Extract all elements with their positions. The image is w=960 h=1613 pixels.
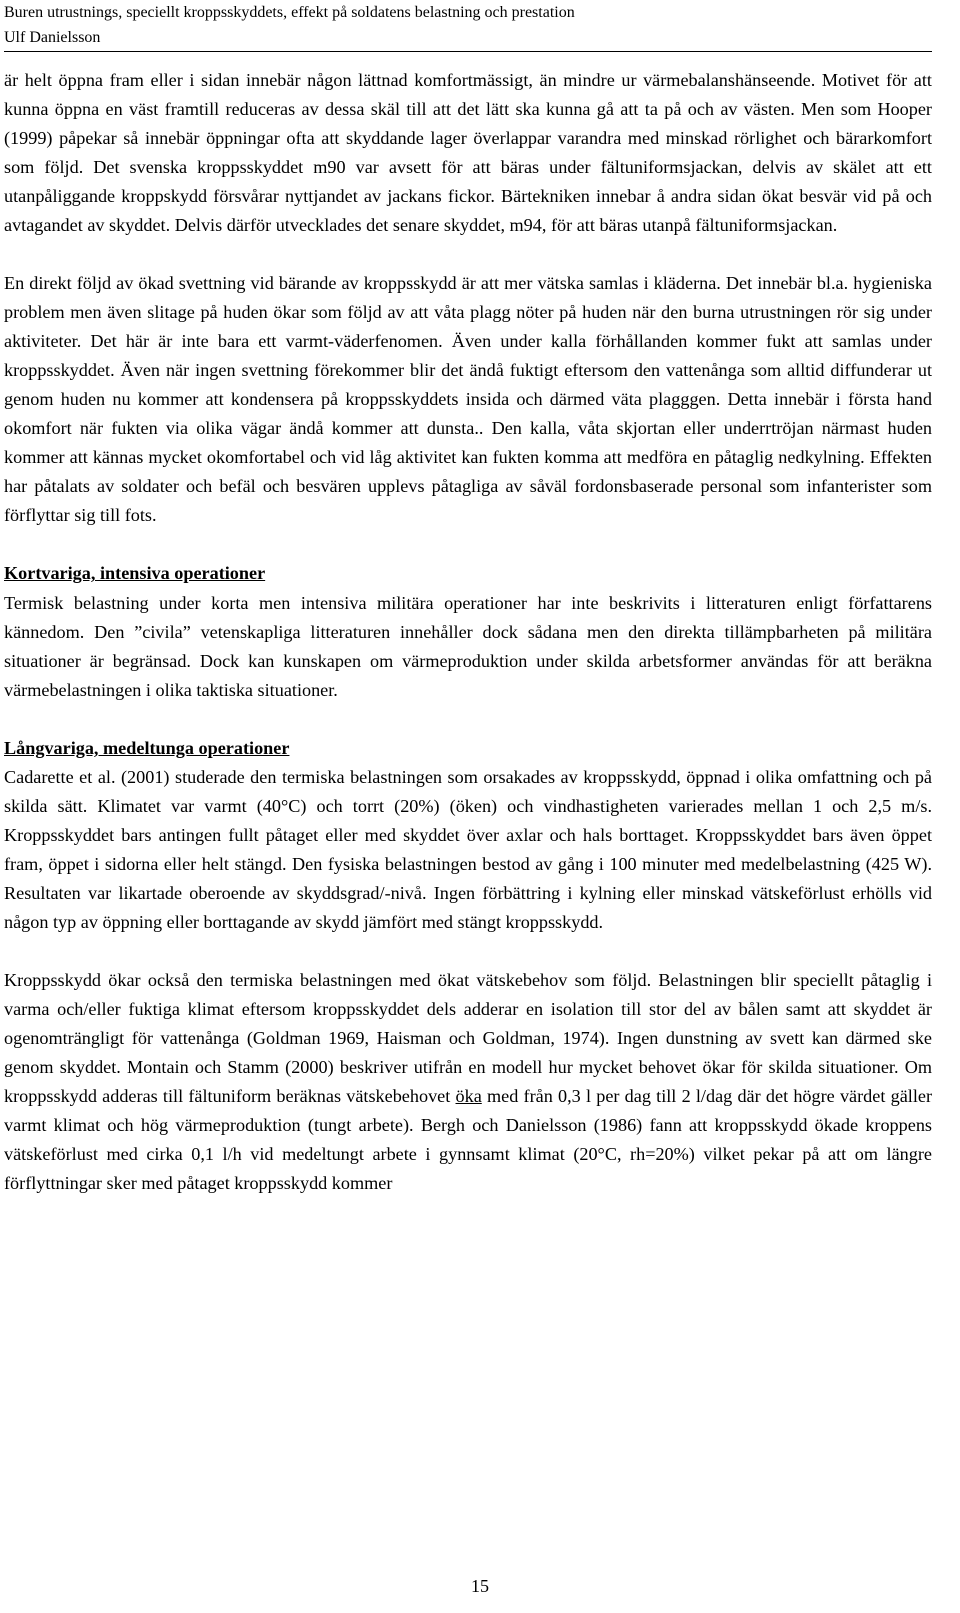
paragraph-spacer [4,705,932,734]
paragraph-3: Termisk belastning under korta men intensiva militära operationer har inte beskrivits i litteraturen enligt författarens kännedom. Den ”civila” vetenskapliga litteraturen innehåller dock sådana men den direkta tillämpbarheten på militära situationer är begränsad. Dock kan kunskapen om värmeproduktion under skilda arbetsformer användas för att beräkna värmebelastningen i olika taktiska situationer. [4,592,932,700]
paragraph-spacer [4,530,932,559]
paragraph-4: Cadarette et al. (2001) studerade den termiska belastningen som orsakades av kroppsskydd, öppnad i olika omfattning och på skilda sätt. Klimatet var varmt (40°C) och torrt (20%) (öken) och vindhastigheten varierades mellan 1 och 2,5 m/s. Kroppsskyddet bars antingen fullt påtaget eller med skyddet över axlar och hals borttaget. Kroppsskyddet bars även öppet fram, öppet i sidorna eller helt stängd. Den fysiska belastningen bestod av gång i 100 minuter med medelbelastning (425 W). Resultaten var likartade oberoende av skyddsgrad/-nivå. Ingen förbättring i kylning eller minskad vätskeförlust erhölls vid någon typ av öppning eller borttagande av skydd jämfört med stängt kroppsskydd. [4,766,932,933]
paragraph-5-text-end: med från 0,3 l per dag till 2 l/dag där det högre värdet gäller varmt klimat och hög värmeproduktion (tungt arbete). Bergh och Danielsson (1986) fann att kroppsskydd ökade kroppens vätskeförlust med cirka 0,1 l/h vid medeltungt arbete i gynnsamt klimat (20°C, rh=20%) vilket pekar på att om längre förflyttningar sker med påtaget kroppsskydd kommer [4,1085,933,1194]
section-heading-long-operations: Långvariga, medeltunga operationer [4,737,290,758]
underlined-word: öka [455,1085,482,1106]
paragraph-spacer [4,938,932,966]
document-page [4,0,932,1198]
paragraph-5-text-start: Kroppsskydd ökar också den termiska belastningen med ökat vätskebehov som följd. Belastningen blir speciellt påtaglig i varma och/eller fuktiga klimat eftersom kroppsskyddet dels adderar en isolation till stor del av bålen samt att skyddet är ogenomträngligt för vattenånga (Goldman 1969, Haisman och Goldman, 1974). Ingen dunstning av svett kan därmed ske genom skyddet. Montain och Stamm (2000) beskriver utifrån en modell hur mycket behovet ökar för skilda situationer. Om kroppsskydd adderas till fältuniform beräknas vätskebehovet [4,969,932,1106]
running-header [4,0,932,52]
body-content [4,66,932,1198]
header-title: Buren utrustnings, speciellt kroppsskyddets, effekt på soldatens belastning och prestation [4,4,575,21]
section-heading-short-operations: Kortvariga, intensiva operationer [4,563,266,584]
page-number: 15 [471,1576,489,1596]
header-divider [4,51,932,52]
header-author: Ulf Danielsson [4,29,101,46]
paragraph-spacer [4,241,932,269]
paragraph-5 [4,966,932,1199]
paragraph-1: är helt öppna fram eller i sidan innebär någon lättnad komfortmässigt, än mindre ur värmebalanshänseende. Motivet för att kunna öppna en väst framtill reduceras av dessa skäl till att det lätt ska kunna gå att ta på och av västen. Men som Hooper (1999) påpekar så innebär öppningar ofta att skyddande lager överlappar varandra med minskad rörlighet och bärarkomfort som följd. Det svenska kroppsskyddet m90 var avsett för att bäras under fältuniformsjackan, delvis av skälet att ett utanpåliggande kroppskydd försvårar nyttjandet av jackans fickor. Bärtekniken innebar å andra sidan ökat besvär vid på och avtagandet av skyddet. Delvis därför utvecklades det senare skyddet, m94, för att bäras utanpå fältuniformsjackan. [4,70,932,236]
paragraph-2: En direkt följd av ökad svettning vid bärande av kroppsskydd är att mer vätska samlas i kläderna. Det innebär bl.a. hygieniska problem men även slitage på huden ökar som följd av att våta plagg nöter på huden när den burna utrustningen rör sig under aktiviteter. Det här är inte bara ett varmt-väderfenomen. Även under kalla förhållanden kommer fukt att samlas under kroppsskyddet. Även när ingen svettning förekommer blir det ändå fuktigt eftersom den vattenånga som alltid diffunderar ut genom huden nu kommer att kondensera på kroppsskyddets insida och därmed väta plagggen. Detta innebär i första hand okomfort när fukten via olika vägar ändå kommer att dunsta.. Den kalla, våta skjortan eller underrtröjan närmast huden kommer att kännas mycket okomfortabel och vid låg aktivitet kan fukten komma att medföra en påtaglig nedkylning. Effekten har påtalats av soldater och befäl och besvären upplevs påtagliga av såväl fordonsbaserade personal som infanterister som förflyttar sig till fots. [4,272,932,526]
